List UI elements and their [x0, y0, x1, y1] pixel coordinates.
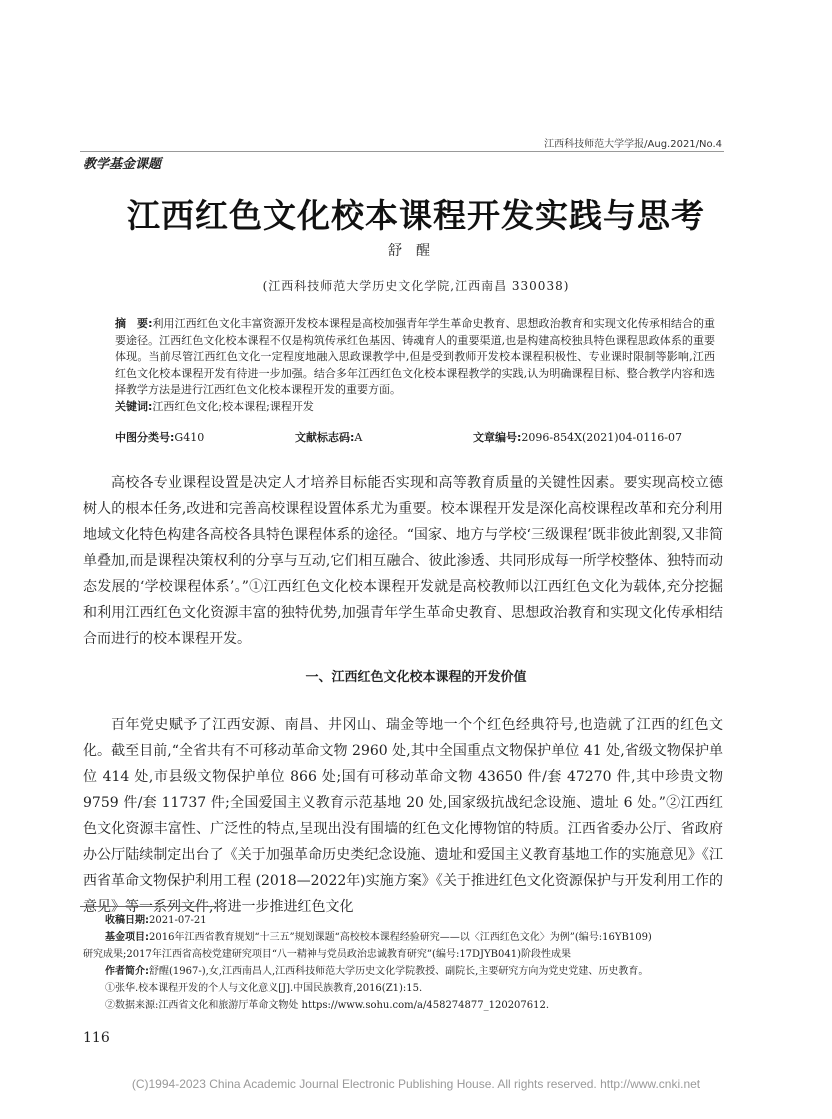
- doc-value: A: [354, 431, 363, 444]
- keywords-label: 关键词:: [115, 399, 153, 413]
- fund-line-2: 研究成果;2017年江西省高校党建研究项目“八一精神与党员政治忠诚教育研究”(编号:17DJYB041)阶段性成果: [83, 949, 572, 960]
- abstract-body: 利用江西红色文化丰富资源开发校本课程是高校加强青年学生革命史教育、思想政治教育和实现文化传承相结合的重要途径。江西红色文化校本课程不仅是构筑传承红色基因、铸魂育人的重要渠道,也是构建高校独具特色课程思政体系的重要体现。当前尽管江西红色文化一定程度地融入思政课教学中,但是受到教师开发校本课程积极性、专业课时限制等影响,江西红色文化校本课程开发有待进一步加强。结合多年江西红色文化校本课程教学的实践,认为明确课程目标、整合教学内容和选择教学方法是进行江西红色文化校本课程开发的重要方面。: [115, 317, 716, 396]
- abstract-block: [115, 316, 715, 415]
- author-name: 舒醒: [388, 243, 444, 259]
- fund-value: 2016年江西省教育规划“十三五”规划课题“高校校本课程经验研究——以〈江西红色文化〉为例”(编号:16YB109): [149, 932, 652, 943]
- section-heading: 一、江西红色文化校本课程的开发价值: [305, 670, 527, 685]
- paragraph-text: 百年党史赋予了江西安源、南昌、井冈山、瑞金等地一个个红色经典符号,也造就了江西的红色文化。截至目前,“全省共有不可移动革命文物 2960 处,其中全国重点文物保护单位 41 处,省级文物保护单位 414 处,市县级文物保护单位 866 处;国有可移动革命文物 43650 件/套 47270 件,其中珍贵文物 9759 件/套 11737 件;全国爱国主义教育示范基地 20 处,国家级抗战纪念设施、遗址 6 处。”②江西红色文化资源丰富性、广泛性的特点,呈现出没有围墙的红色文化博物馆的特质。江西省委办公厅、省政府办公厅陆续制定出台了《关于加强革命历史类纪念设施、遗址和爱国主义教育基地工作的实施意见》《江西省革命文物保护利用工程 (2018—2022年)实施方案》《关于推进红色文化资源保护与开发利用工作的意见》等一系列文件,将进一步推进红色文化: [83, 717, 723, 915]
- received-label: 收稿日期:: [105, 915, 149, 926]
- copyright-notice: (C)1994-2023 China Academic Journal Electronic Publishing House. All rights reserved. http://www.cnki.net: [131, 1077, 701, 1091]
- footnote-1: ①张华.校本课程开发的个人与文化意义[J].中国民族教育,2016(Z1):15.: [105, 983, 423, 994]
- header-rule: [80, 151, 724, 152]
- paragraph-text: 高校各专业课程设置是决定人才培养目标能否实现和高等教育质量的关键性因素。要实现高校立德树人的根本任务,改进和完善高校课程设置体系尤为重要。校本课程开发是深化高校课程改革和充分利用地域文化特色构建各高校各具特色课程体系的途径。“国家、地方与学校‘三级课程’既非彼此割裂,又非简单叠加,而是课程决策权利的分享与互动,它们相互融合、彼此渗透、共同形成每一所学校整体、独特而动态发展的‘学校课程体系’。”①江西红色文化校本课程开发就是高校教师以江西红色文化为载体,充分挖掘和利用江西红色文化资源丰富的独特优势,加强青年学生革命史教育、思想政治教育和实现文化传承相结合而进行的校本课程开发。: [83, 475, 723, 647]
- journal-header: 江西科技师范大学学报/Aug.2021/No.4: [544, 139, 722, 150]
- fund-line-1: [105, 929, 725, 946]
- author-affiliation: (江西科技师范大学历史文化学院,江西南昌 330038): [262, 279, 570, 293]
- keywords-line: [115, 399, 715, 416]
- received-value: 2021-07-21: [149, 915, 207, 926]
- article-label: 文章编号:: [473, 431, 522, 444]
- article-code: [473, 429, 682, 445]
- clc-label: 中图分类号:: [115, 431, 175, 444]
- doc-label: 文献标志码:: [295, 431, 355, 444]
- article-title: 江西红色文化校本课程开发实践与思考: [127, 196, 705, 235]
- footnote-2: ②数据来源:江西省文化和旅游厅革命文物处 https://www.sohu.com/a/458274877_120207612.: [105, 1000, 550, 1011]
- doc-code: [295, 429, 362, 445]
- keywords-value: 江西红色文化;校本课程;课程开发: [152, 399, 314, 413]
- article-value: 2096-854X(2021)04-0116-07: [521, 431, 682, 444]
- body-paragraph-1: [83, 470, 723, 652]
- author-info-value: 舒醒(1967-),女,江西南昌人,江西科技师范大学历史文化学院教授、副院长,主要研究方向为党史党建、历史教育。: [149, 966, 649, 977]
- clc-code: [115, 429, 204, 445]
- received-date: [105, 912, 725, 929]
- clc-value: G410: [174, 431, 205, 444]
- footnotes: [83, 912, 725, 1014]
- author-info: [105, 963, 725, 980]
- fund-label: 基金项目:: [105, 932, 149, 943]
- page-number: 116: [83, 1030, 110, 1046]
- footnote-rule: [80, 906, 220, 907]
- abstract-text: [115, 316, 715, 399]
- column-label: 教学基金课题: [83, 157, 162, 172]
- abstract-label: 摘 要:: [115, 317, 153, 330]
- author-info-label: 作者简介:: [105, 966, 149, 977]
- body-paragraph-2: [83, 712, 723, 920]
